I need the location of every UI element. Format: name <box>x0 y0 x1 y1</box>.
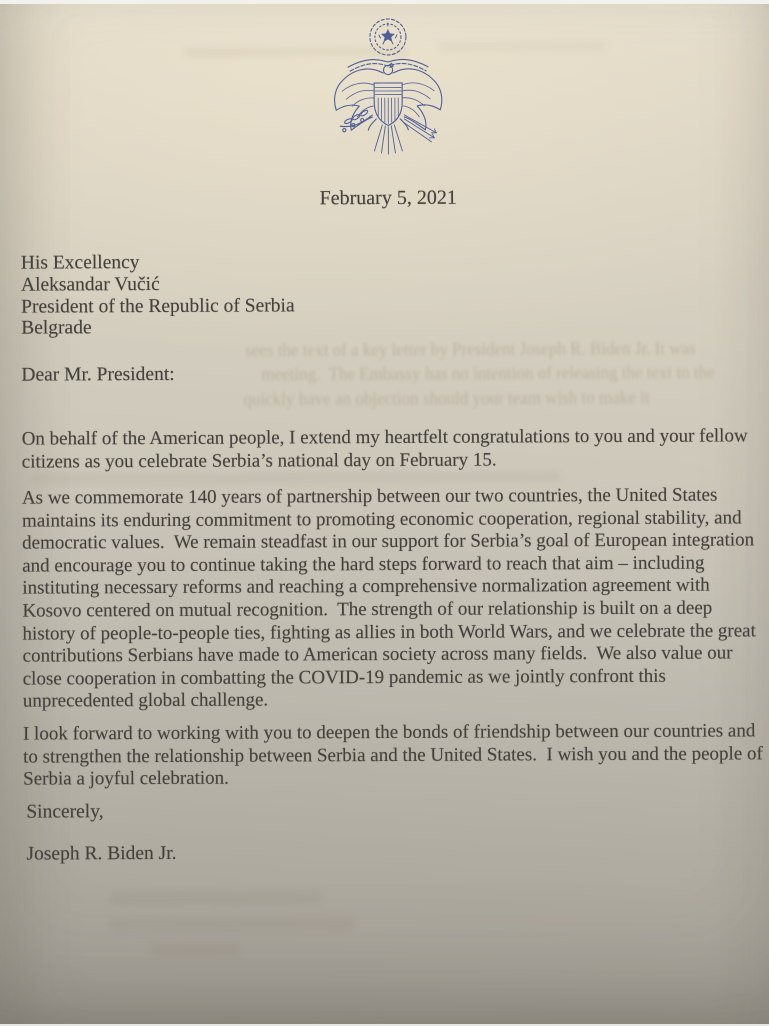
text-line: As we commemorate 140 years of partnership between our two countries, the United States <box>21 484 718 509</box>
text-line: citizens as you celebrate Serbia’s national day on February 15. <box>21 449 497 473</box>
bleedthrough-smudge <box>110 917 355 930</box>
great-seal-icon <box>326 11 451 170</box>
text-line: maintains its enduring commitment to promoting economic cooperation, regional stability, and <box>21 507 742 532</box>
text-line: and encourage you to continue taking the hard steps forward to reach that aim – including <box>22 552 705 577</box>
bleedthrough-smudge <box>30 472 560 483</box>
text-line: unprecedented global challenge. <box>22 689 269 712</box>
text-line: history of people-to-people ties, fighting as allies in both World Wars, and we celebrate the great <box>22 619 756 645</box>
date-line: February 5, 2021 <box>319 186 457 210</box>
body-paragraph-1 <box>22 425 748 473</box>
text-line: Aleksandar Vučić <box>20 273 160 296</box>
salutation: Dear Mr. President: <box>21 363 175 386</box>
bleedthrough-smudge <box>110 891 322 904</box>
signature-name: Joseph R. Biden Jr. <box>26 842 177 865</box>
bleedthrough-line: quickly have an objection should your team wish to make it <box>243 387 650 410</box>
text-line: contributions Serbians have made to American society across many fields. We also value our <box>22 642 733 667</box>
text-line: democratic values. We remain steadfast in our support for Serbia’s goal of European integration <box>22 529 755 554</box>
body-paragraph-2 <box>22 484 756 713</box>
text-line: His Excellency <box>20 252 140 274</box>
bleedthrough-line: meeting. The Embassy has no intention of releasing the text to the <box>261 362 715 384</box>
text-line: Kosovo centered on mutual recognition. The strength of our relationship is built on a deep <box>22 597 713 622</box>
letter-paper <box>0 3 769 1024</box>
text-line: instituting necessary reforms and reaching a comprehensive normalization agreement with <box>22 574 710 599</box>
text-line: I look forward to working with you to deepen the bonds of friendship between our countries and <box>22 720 756 745</box>
photo-top-edge <box>0 0 769 4</box>
bleedthrough-line: sees the text of a key letter by President Joseph R. Biden Jr. It was <box>245 338 696 361</box>
text-line: to strengthen the relationship between Serbia and the United States. I wish you and the people of <box>23 742 763 768</box>
recipient-block <box>21 251 295 339</box>
text-line: President of the Republic of Serbia <box>21 294 295 318</box>
text-line: On behalf of the American people, I extend my heartfelt congratulations to you and your fellow <box>21 425 748 450</box>
text-line: close cooperation in combatting the COVID-19 pandemic as we jointly confront this <box>22 665 666 690</box>
body-paragraph-3 <box>23 720 763 791</box>
bleedthrough-smudge <box>152 944 240 956</box>
text-line: Serbia a joyful celebration. <box>23 767 229 790</box>
bleedthrough-smudge <box>438 42 608 51</box>
text-line: Belgrade <box>21 317 92 339</box>
letter-content <box>0 1 769 1025</box>
bleedthrough-smudge <box>183 47 408 57</box>
closing: Sincerely, <box>26 801 104 823</box>
